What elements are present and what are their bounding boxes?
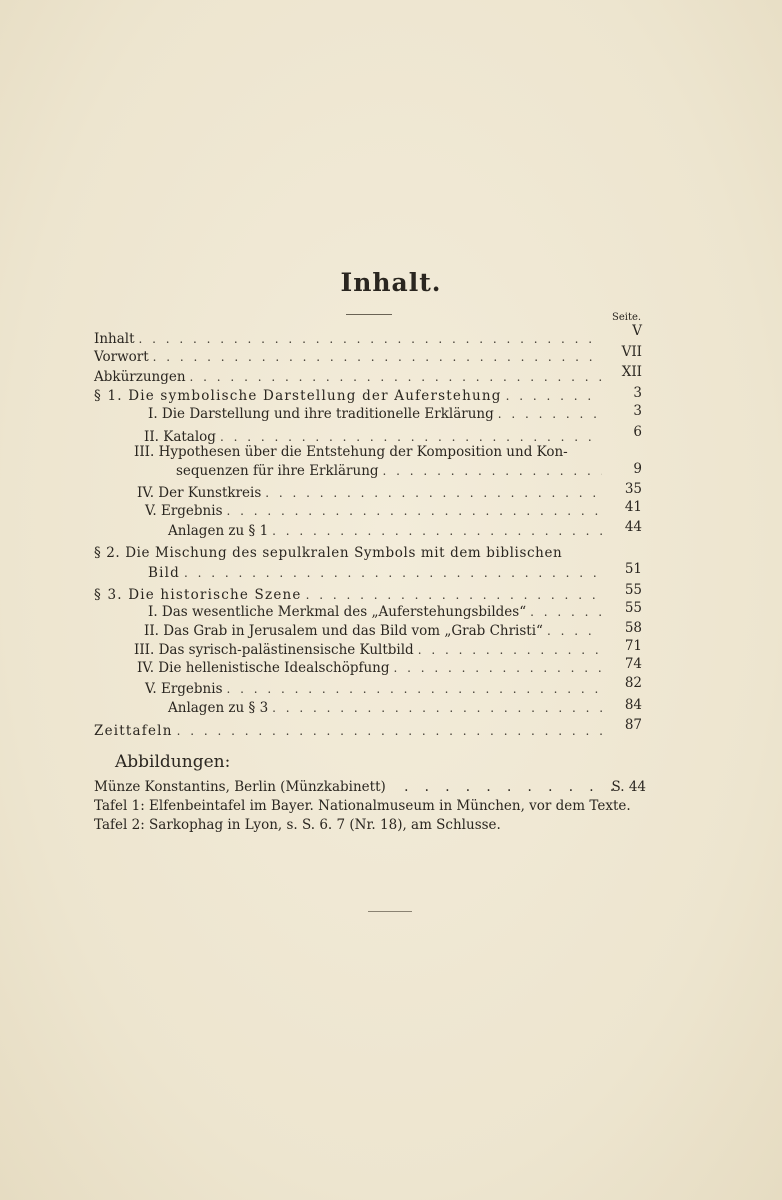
toc-entry [137,485,608,505]
toc-entry-section [94,545,634,565]
toc-entry [94,369,608,389]
toc-entry-page: XII [621,364,642,380]
toc-entry [137,660,608,680]
leader-dots [306,588,602,602]
page-title: Inhalt. [340,268,442,297]
toc-entry-label: Bild [148,565,180,581]
toc-entry [144,623,608,643]
toc-entry-page: 9 [633,461,642,477]
toc-entry-label: Zeittafeln [94,723,173,739]
toc-entry-page: 71 [624,638,642,654]
toc-entry-page: 82 [624,675,642,691]
page-column-header: Seite. [612,312,642,323]
toc-entry-page: 84 [624,697,642,713]
toc-entry-page: 51 [624,561,642,577]
leader-dots [227,504,603,518]
toc-entry-label: I. Das wesentliche Merkmal des „Auferstehungsbildes“ [148,604,527,620]
toc-entry-continuation [148,565,608,585]
toc-entry-page: V [632,323,642,339]
leader-dots [153,350,602,364]
leader-dots [272,701,602,715]
toc-entry [145,681,608,701]
toc-entry-page: 3 [633,403,642,419]
leader-dots [383,464,602,478]
toc-entry [134,642,608,662]
toc-entry [148,406,608,426]
toc-entry-label: Abkürzungen [94,369,186,385]
toc-entry-label: Vorwort [94,349,149,365]
illustration-entry [94,779,646,795]
toc-entry [168,700,608,720]
leader-dots [272,524,602,538]
illustration-text: Münze Konstantins, Berlin (Münzkabinett) [94,779,386,795]
toc-entry [145,503,608,523]
toc-entry-label: § 2. Die Mischung des sepulkralen Symbols mit dem biblischen [94,545,563,561]
toc-entry-page: 58 [624,620,642,636]
leader-dots [190,370,602,384]
toc-entry-label: III. Das syrisch-palästinensische Kultbild [134,642,414,658]
toc-entry-page: 35 [624,481,642,497]
leader-dots [177,724,602,738]
leader-dots [220,430,602,444]
toc-entry-page: 74 [624,656,642,672]
illustration-page: S. 44 [611,779,646,795]
toc-entry [148,604,608,624]
leader-dots [184,566,602,580]
toc-entry [94,331,608,351]
toc-entry-page: 87 [624,717,642,733]
leader-dots [530,605,602,619]
leader-dots [506,389,602,403]
illustration-text: Tafel 1: Elfenbeintafel im Bayer. Nationalmuseum in München, vor dem Texte. [94,798,631,814]
toc-entry-page: 44 [624,519,642,535]
toc-entry-label: V. Ergebnis [145,503,223,519]
toc-entry-page: 55 [624,582,642,598]
toc-entry-page: 3 [633,385,642,401]
toc-entry-label: § 3. Die historische Szene [94,587,302,603]
toc-entry-continuation [176,463,608,483]
toc-entry-label: Inhalt [94,331,135,347]
illustrations-heading: Abbildungen: [115,752,231,772]
toc-entry [94,349,608,369]
leader-dots [547,624,602,638]
toc-entry-label: Anlagen zu § 3 [168,700,269,716]
toc-entry-section [94,723,608,743]
leader-dots [394,661,603,675]
toc-entry-page: 6 [633,424,642,440]
toc-entry-page: 41 [624,499,642,515]
toc-entry-label: sequenzen für ihre Erklärung [176,463,379,479]
toc-entry-label: V. Ergebnis [145,681,223,697]
toc-entry-label: IV. Der Kunstkreis [137,485,262,501]
toc-entry-label: IV. Die hellenistische Idealschöpfung [137,660,390,676]
leader-dots [498,407,602,421]
toc-entry [168,523,608,543]
toc-entry-label: § 1. Die symbolische Darstellung der Auferstehung [94,388,502,404]
leader-dots: . . . . . . . . . . . [404,779,621,795]
toc-entry-page: 55 [624,600,642,616]
toc-entry-label: III. Hypothesen über die Entstehung der Komposition und Kon- [134,444,568,460]
toc-entry [134,444,614,464]
leader-dots [227,682,603,696]
toc-entry-label: Anlagen zu § 1 [168,523,269,539]
leader-dots [139,332,602,346]
illustration-entry [94,798,646,814]
toc-entry-section [94,388,608,408]
toc-entry-label: II. Katalog [144,429,216,445]
toc-entry-page: VII [621,344,642,360]
leader-dots [265,486,602,500]
illustration-text: Tafel 2: Sarkophag in Lyon, s. S. 6. 7 (Nr. 18), am Schlusse. [94,817,501,833]
toc-entry-label: II. Das Grab in Jerusalem und das Bild vom „Grab Christi“ [144,623,543,639]
illustration-entry [94,817,646,833]
end-divider [368,911,412,912]
leader-dots [418,643,602,657]
toc-entry-label: I. Die Darstellung und ihre traditionelle Erklärung [148,406,494,422]
